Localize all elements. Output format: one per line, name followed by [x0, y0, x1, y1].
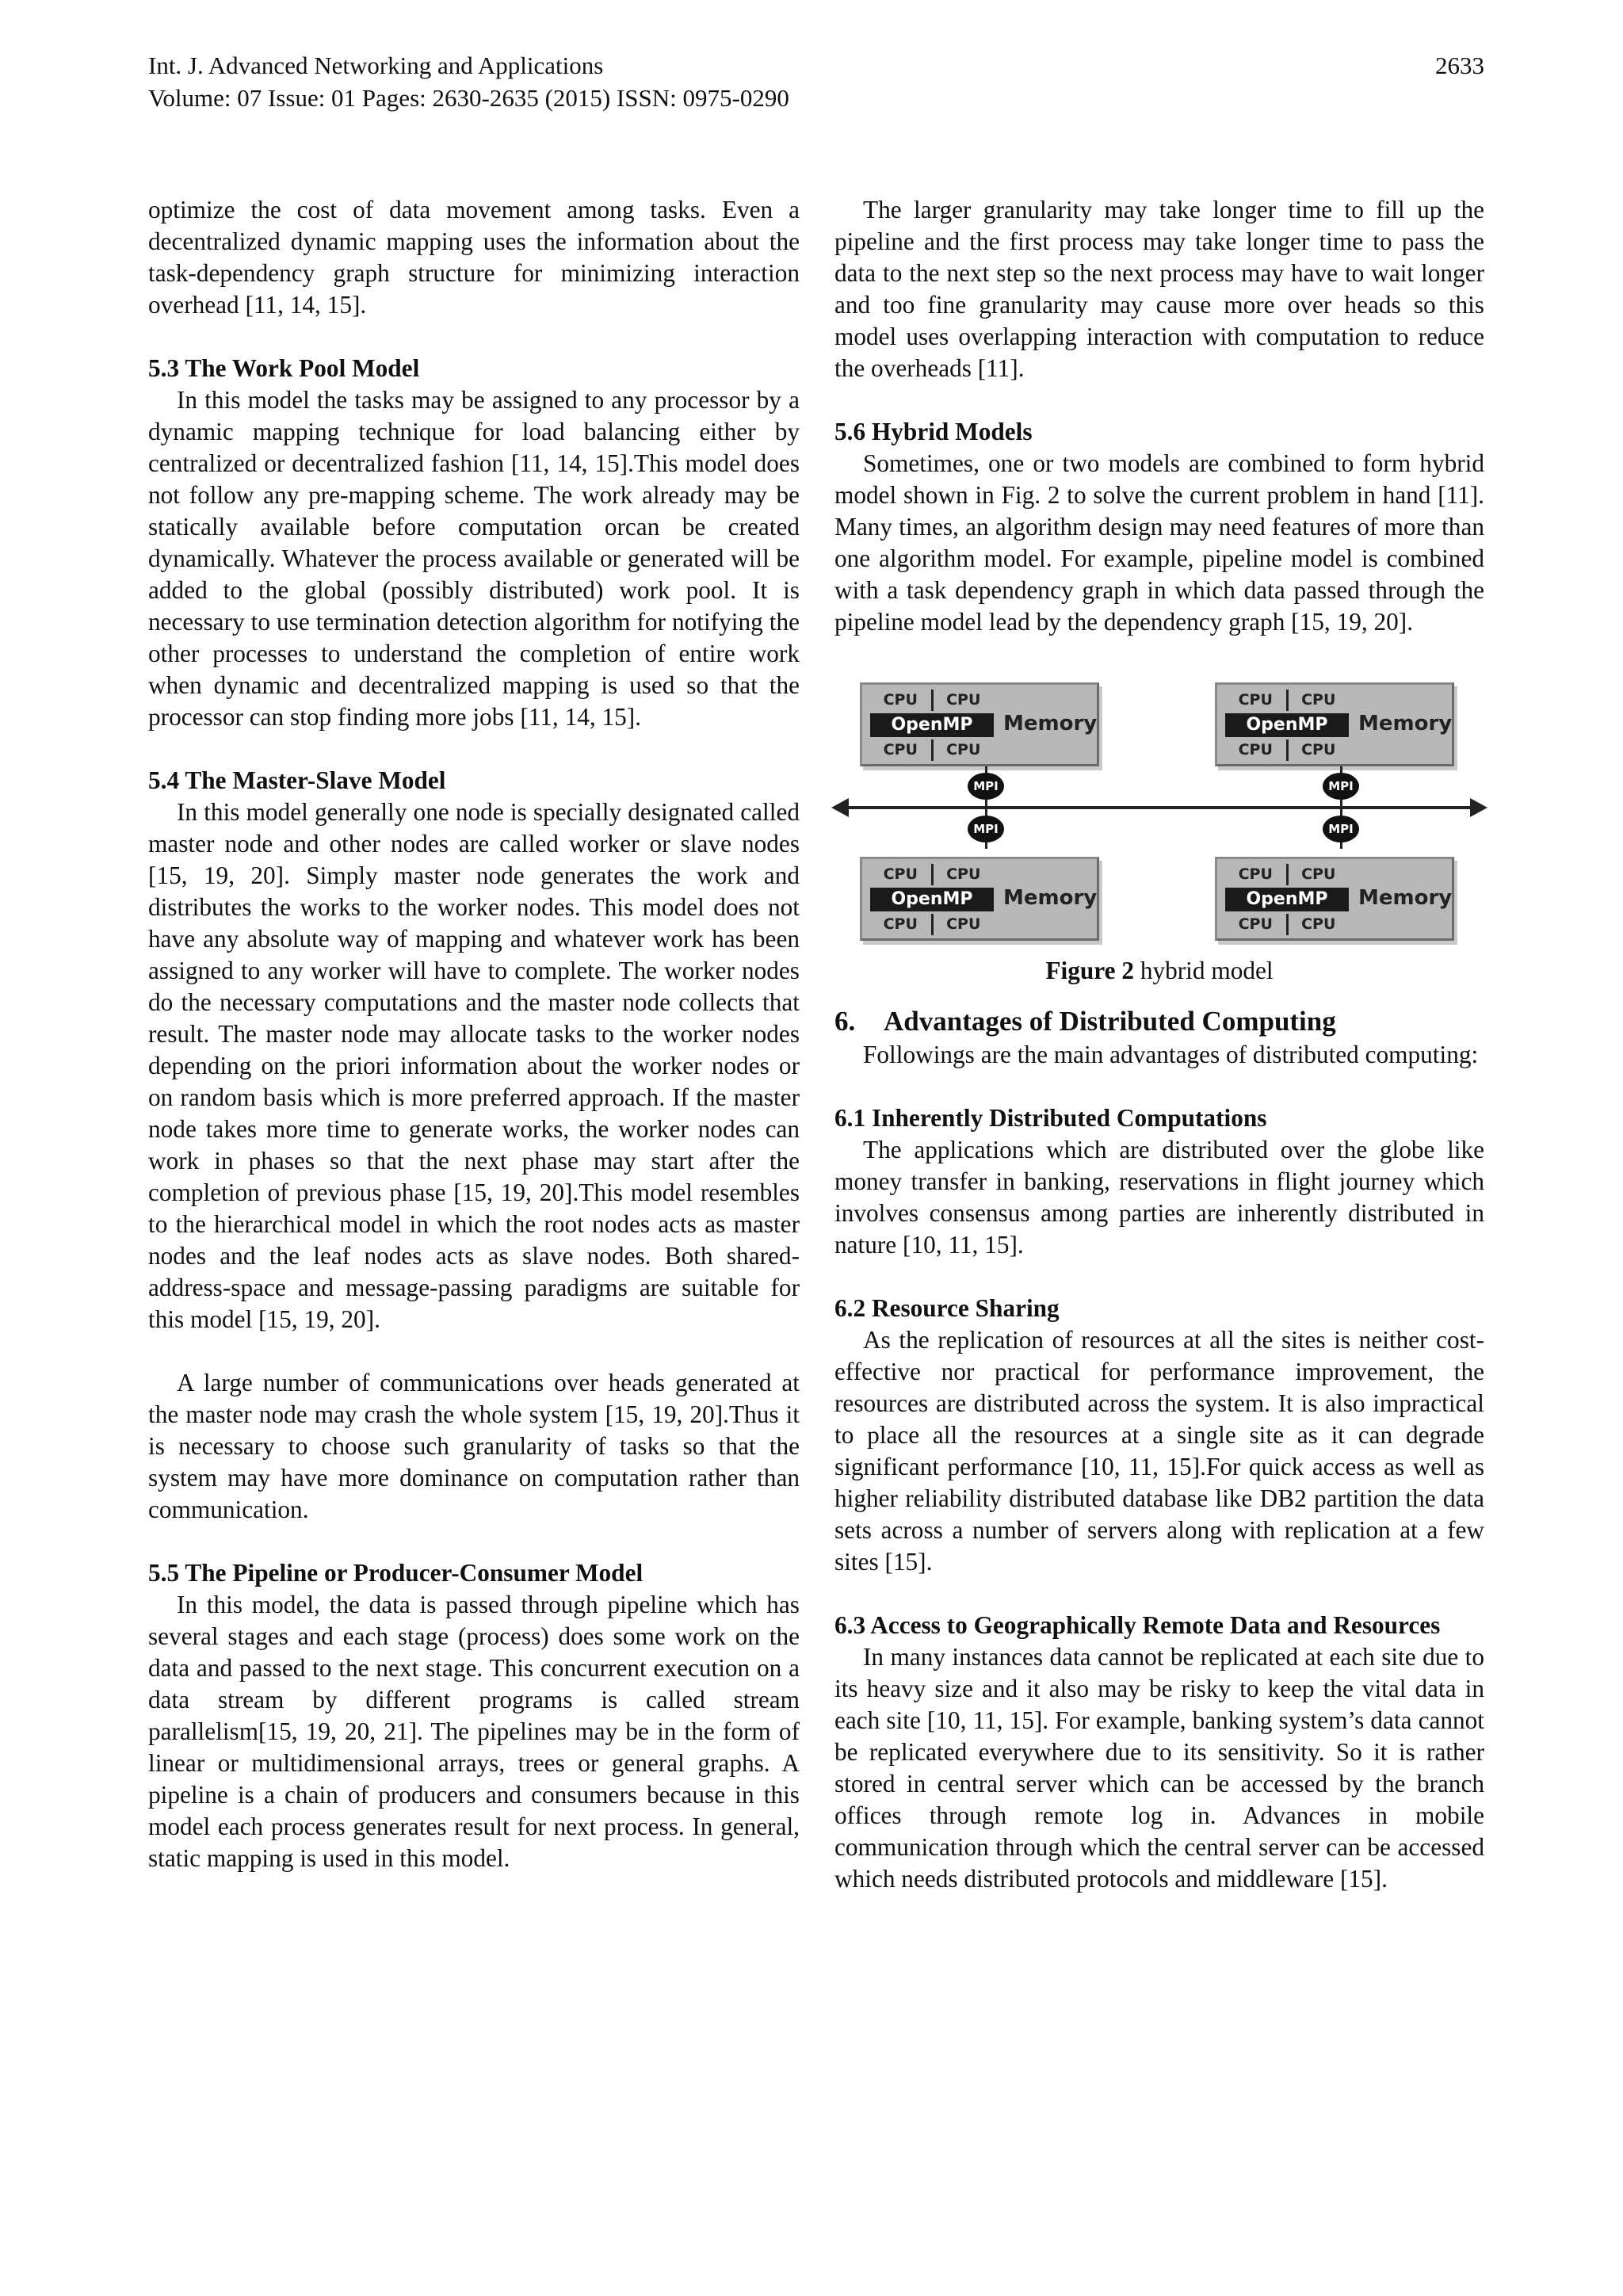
mpi-badge: MPI: [1323, 816, 1359, 842]
figure-caption-text: hybrid model: [1140, 957, 1274, 984]
cpu-label: CPU: [946, 741, 981, 758]
figure-caption-label: Figure 2: [1045, 957, 1134, 984]
section-6-number: 6.: [834, 1006, 856, 1037]
section-6-3-paragraph: In many instances data cannot be replicated at each site due to its heavy size and it also may be risky to keep the vital data in each site [10, 11, 15]. For example, banking system’s data cannot be replicated everywhere due to its sensitivity. So it is rather stored in central server which can be accessed by the branch offices through remote log in. Advances in mobile communication through which the central server can be accessed which needs distributed protocols and middleware [15].: [834, 1643, 1484, 1893]
cpu-label: CPU: [946, 691, 981, 709]
memory-label: Memory: [1003, 712, 1098, 735]
section-5-4-paragraph: In this model generally one node is specially designated called master node and other nodes are called worker or slave nodes [15, 19, 20]. Simply master node generates the work and distributes the works to the worker nodes. This model does not have any absolute way of mapping and whatever work has been assigned to any worker will have to complete. The worker nodes do the necessary computations and the master node collects that result. The master node may allocate tasks to the worker nodes depending on the priori information about the worker nodes or on random basis which is more preferred approach. If the master node takes more time to generate works, the worker nodes can work in phases so that the next phase may start after the completion of previous phase [15, 19, 20].This model resembles to the hierarchical model in which the root nodes acts as master nodes and the leaf nodes acts as slave nodes. Both shared-address-space and message-passing paradigms are suitable for this model [15, 19, 20].: [148, 798, 800, 1333]
cpu-label: CPU: [1225, 914, 1289, 935]
section-5-4-paragraph-2: A large number of communications over heads generated at the master node may crash the whole system [15, 19, 20].Thus it is necessary to choose such granularity of tasks so that the system may have more dominance on computation rather than communication.: [148, 1369, 800, 1523]
section-6-paragraph: Followings are the main advantages of distributed computing:: [863, 1041, 1479, 1068]
cpu-label: CPU: [870, 690, 934, 711]
issue-details: Volume: 07 Issue: 01 Pages: 2630-2635 (2015) ISSN: 0975-0290: [148, 84, 789, 112]
section-6-1-paragraph: The applications which are distributed over the globe like money transfer in banking, reservations in flight journey which involves consensus among parties are inherently distributed in nature [10, 11, 15].: [834, 1136, 1484, 1259]
cpu-label: CPU: [1225, 864, 1289, 885]
openmp-label: OpenMP: [870, 888, 994, 911]
memory-label: Memory: [1003, 886, 1098, 910]
cpu-label: CPU: [1225, 739, 1289, 761]
cpu-label: CPU: [870, 864, 934, 885]
running-header: [148, 49, 1484, 114]
section-6-2-heading: 6.2 Resource Sharing: [834, 1294, 1060, 1322]
cluster-node-top-left: [860, 682, 1099, 766]
cpu-label: CPU: [870, 739, 934, 761]
memory-label: Memory: [1358, 886, 1453, 910]
intro-paragraph: optimize the cost of data movement among tasks. Even a decentralized dynamic mapping uses the information about the task-dependency graph structure for minimizing interaction overhead [11, 14, 15].: [148, 196, 800, 319]
cluster-node-bottom-left: [860, 857, 1099, 941]
openmp-label: OpenMP: [1225, 713, 1349, 737]
section-5-5-heading: 5.5 The Pipeline or Producer-Consumer Model: [148, 1559, 643, 1587]
cpu-label: CPU: [870, 914, 934, 935]
section-6-title: Advantages of Distributed Computing: [884, 1006, 1336, 1037]
mpi-badge: MPI: [968, 816, 1004, 842]
cpu-label: CPU: [946, 865, 981, 883]
section-5-4-heading: 5.4 The Master-Slave Model: [148, 766, 446, 794]
section-6-3-heading: 6.3 Access to Geographically Remote Data and Resources: [834, 1611, 1441, 1639]
section-6-2-paragraph: As the replication of resources at all the sites is neither cost-effective nor practical for performance improvement, the resources are distributed across the system. It is also impractical to place all the resources at a single site as it can degrade significant performance [10, 11, 15].For quick access as well as higher reliability distributed database like DB2 partition the data sets across a number of servers along with replication at a few sites [15].: [834, 1326, 1484, 1576]
section-5-3-paragraph: In this model the tasks may be assigned to any processor by a dynamic mapping technique for load balancing either by centralized or decentralized fashion [11, 14, 15].This model does not follow any pre-mapping scheme. The work already may be statically available before computation orcan be created dynamically. Whatever the process available or generated will be added to the global (possibly distributed) work pool. It is necessary to use termination detection algorithm for notifying the other processes to understand the completion of entire work when dynamic and decentralized mapping is used so that the processor can stop finding more jobs [11, 14, 15].: [148, 386, 800, 731]
openmp-label: OpenMP: [870, 713, 994, 737]
page-number: 2633: [1435, 52, 1484, 79]
cluster-node-bottom-right: [1215, 857, 1454, 941]
section-6-heading: [834, 1004, 1484, 1039]
mpi-badge: MPI: [1323, 773, 1359, 800]
mpi-badge: MPI: [968, 773, 1004, 800]
cpu-label: CPU: [1301, 865, 1336, 883]
figure-caption: [834, 955, 1484, 987]
left-column: [148, 194, 800, 1874]
journal-name: Int. J. Advanced Networking and Applications: [148, 52, 604, 79]
openmp-label: OpenMP: [1225, 888, 1349, 911]
cpu-label: CPU: [1225, 690, 1289, 711]
hybrid-model-figure: [827, 679, 1492, 949]
right-column: [834, 194, 1484, 1895]
section-5-6-paragraph: Sometimes, one or two models are combined to form hybrid model shown in Fig. 2 to solve the current problem in hand [11]. Many times, an algorithm design may need features of more than one algorithm model. For example, pipeline model is combined with a task dependency graph in which data passed through the pipeline model lead by the dependency graph [15, 19, 20].: [834, 449, 1484, 636]
cpu-label: CPU: [946, 915, 981, 933]
section-6-1-heading: 6.1 Inherently Distributed Computations: [834, 1104, 1267, 1132]
cpu-label: CPU: [1301, 741, 1336, 758]
cluster-node-top-right: [1215, 682, 1454, 766]
memory-label: Memory: [1358, 712, 1453, 735]
cpu-label: CPU: [1301, 691, 1336, 709]
section-5-5-paragraph: In this model, the data is passed through pipeline which has several stages and each stage (process) does some work on the data and passed to the next stage. This concurrent execution on a data stream by different programs is called stream parallelism[15, 19, 20, 21]. The pipelines may be in the form of linear or multidimensional arrays, trees or general graphs. A pipeline is a chain of producers and consumers because in this model each process generates result for next process. In general, static mapping is used in this model.: [148, 1591, 800, 1872]
cpu-label: CPU: [1301, 915, 1336, 933]
granularity-paragraph: The larger granularity may take longer time to fill up the pipeline and the first process may take longer time to pass the data to the next step so the next process may have to wait longer and too fine granularity may cause more over heads so this model uses overlapping interaction with computation to reduce the overheads [11].: [834, 196, 1484, 382]
section-5-6-heading: 5.6 Hybrid Models: [834, 418, 1033, 445]
section-5-3-heading: 5.3 The Work Pool Model: [148, 354, 420, 382]
